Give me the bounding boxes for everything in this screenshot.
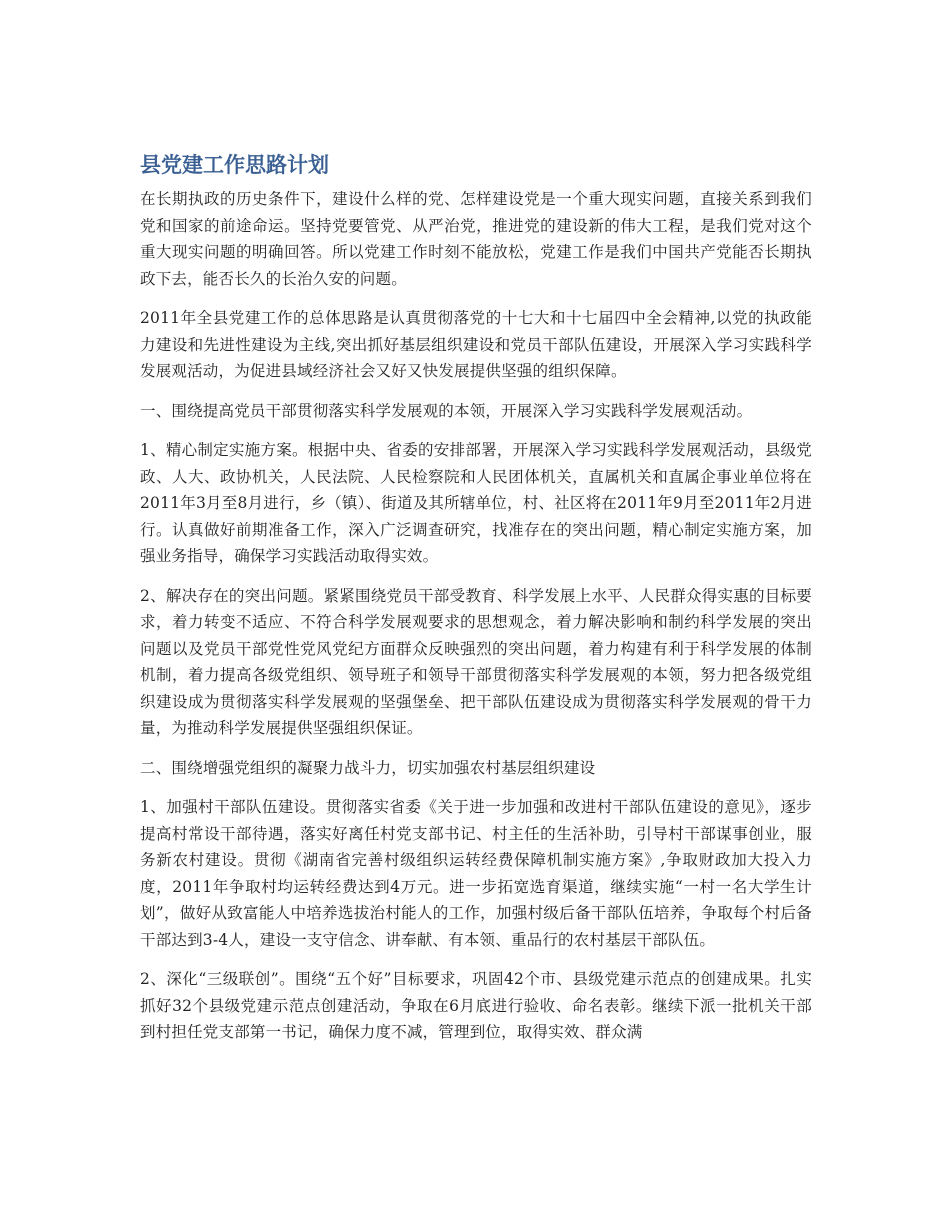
paragraph-intro: 在长期执政的历史条件下，建设什么样的党、怎样建设党是一个重大现实问题，直接关系到我们党和国家的前途命运。坚持党要管党、从严治党，推进党的建设新的伟大工程，是我们党对这个重大现实问题的明确回答。所以党建工作时刻不能放松，党建工作是我们中国共产党能否长期执政下去，能否长久的长治久安的问题。 [140,190,812,288]
document-body [140,150,812,1059]
paragraph-overall-approach: 2011年全县党建工作的总体思路是认真贯彻落党的十七大和十七届四中全会精神,以党的执政能力建设和先进性建设为主线,突出抓好基层组织建设和党员干部队伍建设，开展深入学习实践科学发展观活动，为促进县域经济社会又好又快发展提供坚强的组织保障。 [140,309,812,380]
paragraph-1-2: 2、解决存在的突出问题。紧紧围绕党员干部受教育、科学发展上水平、人民群众得实惠的目标要求，着力转变不适应、不符合科学发展观要求的思想观念，着力解决影响和制约科学发展的突出问题以及党员干部党性党风党纪方面群众反映强烈的突出问题，着力构建有利于科学发展的体制机制，着力提高各级党组织、领导班子和领导干部贯彻落实科学发展观的本领，努力把各级党组织建设成为贯彻落实科学发展观的坚强堡垒、把干部队伍建设成为贯彻落实科学发展观的骨干力量，为推动科学发展提供坚强组织保证。 [140,586,812,737]
section-heading-2: 二、围绕增强党组织的凝聚力战斗力，切实加强农村基层组织建设 [140,758,596,777]
section-heading-1: 一、围绕提高党员干部贯彻落实科学发展观的本领，开展深入学习实践科学发展观活动。 [140,401,753,420]
paragraph-2-2: 2、深化“三级联创”。围绕“五个好”目标要求，巩固42个市、县级党建示范点的创建成果。扎实抓好32个县级党建示范点创建活动，争取在6月底进行验收、命名表彰。继续下派一批机关干部到村担任党支部第一书记，确保力度不减，管理到位，取得实效、群众满 [140,970,812,1041]
paragraph-1-1: 1、精心制定实施方案。根据中央、省委的安排部署，开展深入学习实践科学发展观活动，县级党政、人大、政协机关，人民法院、人民检察院和人民团体机关，直属机关和直属企事业单位将在2011年3月至8月进行，乡（镇）、街道及其所辖单位，村、社区将在2011年9月至2011年2月进行。认真做好前期准备工作，深入广泛调查研究，找准存在的突出问题，精心制定实施方案，加强业务指导，确保学习实践活动取得实效。 [140,441,812,565]
document-title: 县党建工作思路计划 [140,153,329,177]
paragraph-2-1: 1、加强村干部队伍建设。贯彻落实省委《关于进一步加强和改进村干部队伍建设的意见》，逐步提高村常设干部待遇，落实好离任村党支部书记、村主任的生活补助，引导村干部谋事创业，服务新农村建设。贯彻《湖南省完善村级组织运转经费保障机制实施方案》,争取财政加大投入力度，2011年争取村均运转经费达到4万元。进一步拓宽选育渠道，继续实施“一村一名大学生计划”，做好从致富能人中培养选拔治村能人的工作，加强村级后备干部队伍培养，争取每个村后备干部达到3-4人，建设一支守信念、讲奉献、有本领、重品行的农村基层干部队伍。 [140,798,812,949]
